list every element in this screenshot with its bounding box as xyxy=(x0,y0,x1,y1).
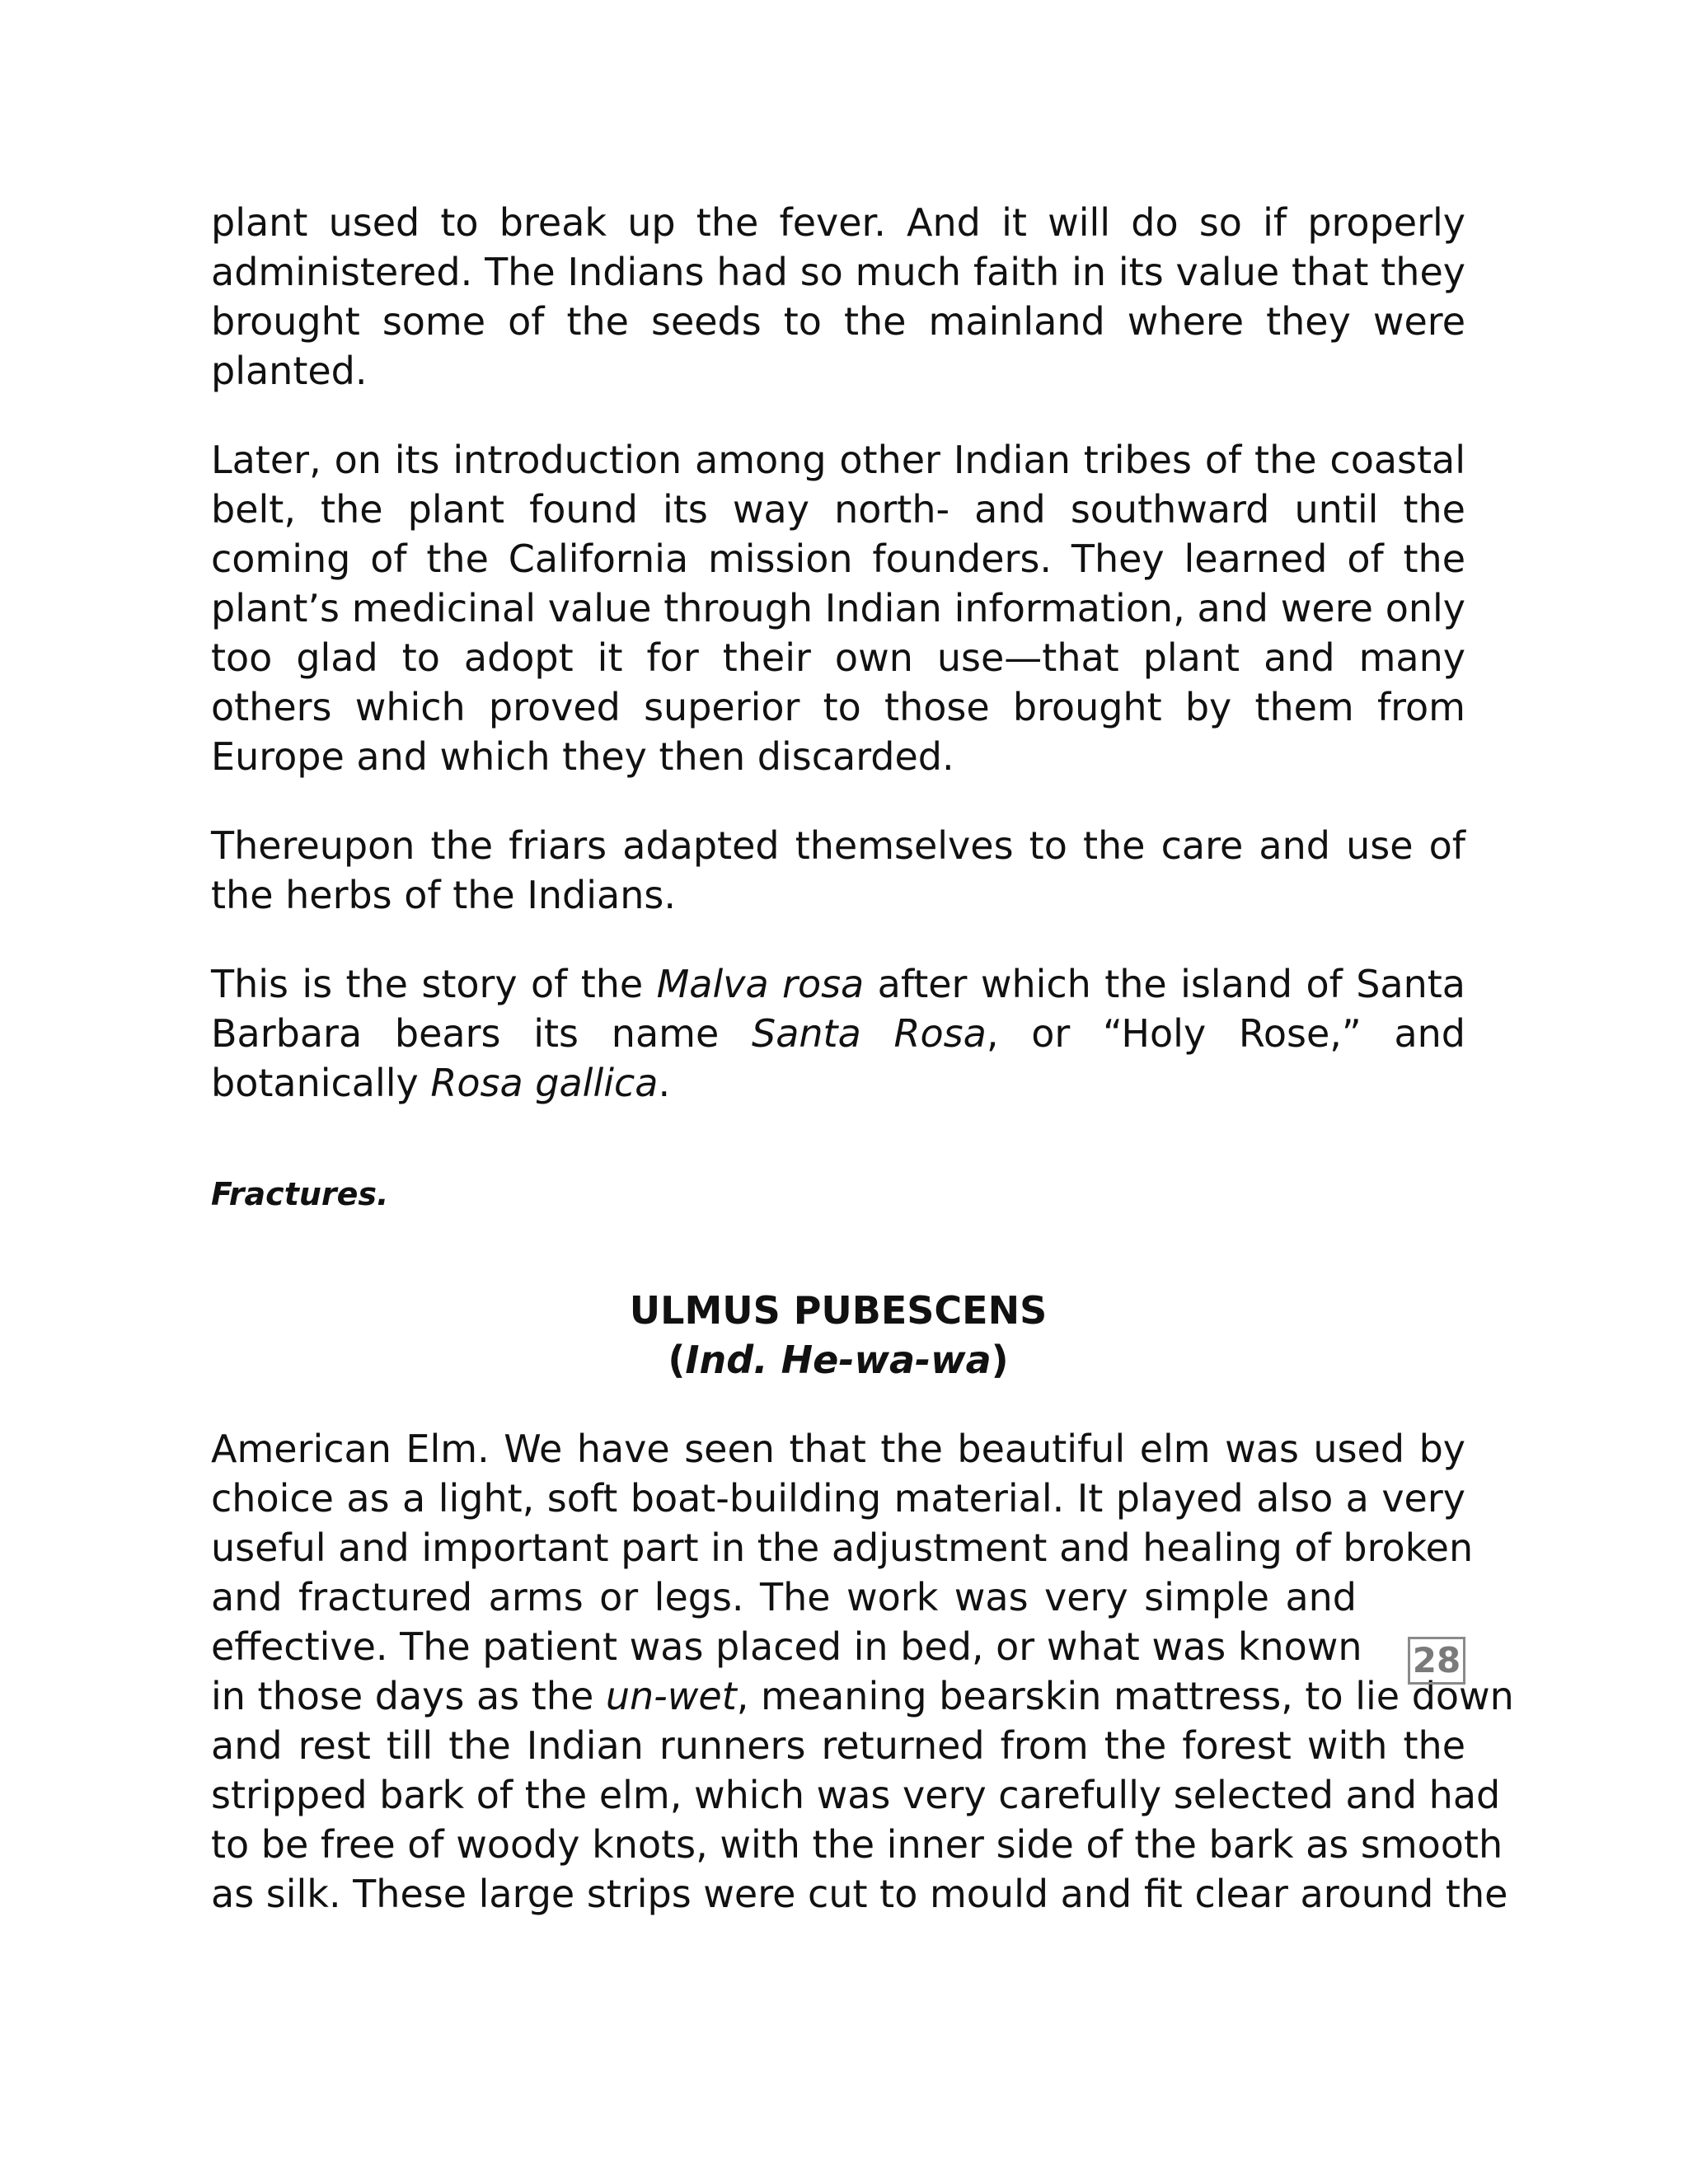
text-line: choice as a light, soft boat-building material. It played also a very xyxy=(211,1476,1465,1521)
text-segment: , or “Holy Rose,” and botanically xyxy=(211,1011,1466,1105)
italic-term-un-wet: un-wet xyxy=(605,1674,737,1718)
text-segment: . xyxy=(658,1061,671,1105)
paragraph-fever: plant used to break up the fever. And it will do so if properly administered. The Indians had so much faith in its value that they brought some of the seeds to the mainland where they were planted. xyxy=(211,200,1465,393)
text-segment: after which the island of Santa Barbara bears its name xyxy=(211,962,1465,1056)
text-segment: This is the story of the xyxy=(211,962,657,1006)
section-label-fractures: Fractures. xyxy=(211,1176,389,1212)
page-body xyxy=(211,198,1514,1919)
text-line: useful and important part in the adjustment and healing of broken xyxy=(211,1526,1474,1570)
italic-term-rosa-gallica: Rosa gallica xyxy=(430,1061,659,1105)
italic-term-santa-rosa: Santa Rosa xyxy=(752,1011,987,1056)
entry-title: ULMUS PUBESCENS xyxy=(629,1288,1048,1333)
indian-name: Ind. He-wa-wa xyxy=(685,1338,992,1382)
italic-term-malva-rosa: Malva rosa xyxy=(656,962,865,1006)
text-line: stripped bark of the elm, which was very carefully selected and had xyxy=(211,1773,1501,1817)
text-line: to be free of woody knots, with the inner side of the bark as smooth xyxy=(211,1822,1503,1867)
text-line: and fractured arms or legs. The work was very simple and xyxy=(211,1575,1357,1619)
paragraph-american-elm xyxy=(211,1424,1514,1919)
text-line: in those days as the un-wet, meaning bearskin mattress, to lie down xyxy=(211,1674,1514,1718)
paragraph-friars: Thereupon the friars adapted themselves to the care and use of the herbs of the Indians. xyxy=(211,823,1465,917)
text-line: effective. The patient was placed in bed, or what was known xyxy=(211,1624,1362,1669)
page-number: 28 xyxy=(1408,1637,1465,1685)
text-line: American Elm. We have seen that the beautiful elm was used by xyxy=(211,1427,1465,1471)
paragraph-introduction: Later, on its introduction among other Indian tribes of the coastal belt, the plant found its way north- and southward until the coming of the California mission founders. They learned of the plant’s medicinal value through Indian information, and were only too glad to adopt it for their own use—that plant and many others which proved superior to those brought by them from Europe and which they then discarded. xyxy=(211,438,1465,779)
text-line: as silk. These large strips were cut to mould and fit clear around the xyxy=(211,1872,1508,1916)
entry-title-block xyxy=(211,1286,1465,1385)
paragraph-malva-rosa xyxy=(211,959,1465,1108)
text-line: and rest till the Indian runners returned from the forest with the xyxy=(211,1723,1465,1768)
entry-subtitle: (Ind. He-wa-wa) xyxy=(668,1338,1009,1382)
